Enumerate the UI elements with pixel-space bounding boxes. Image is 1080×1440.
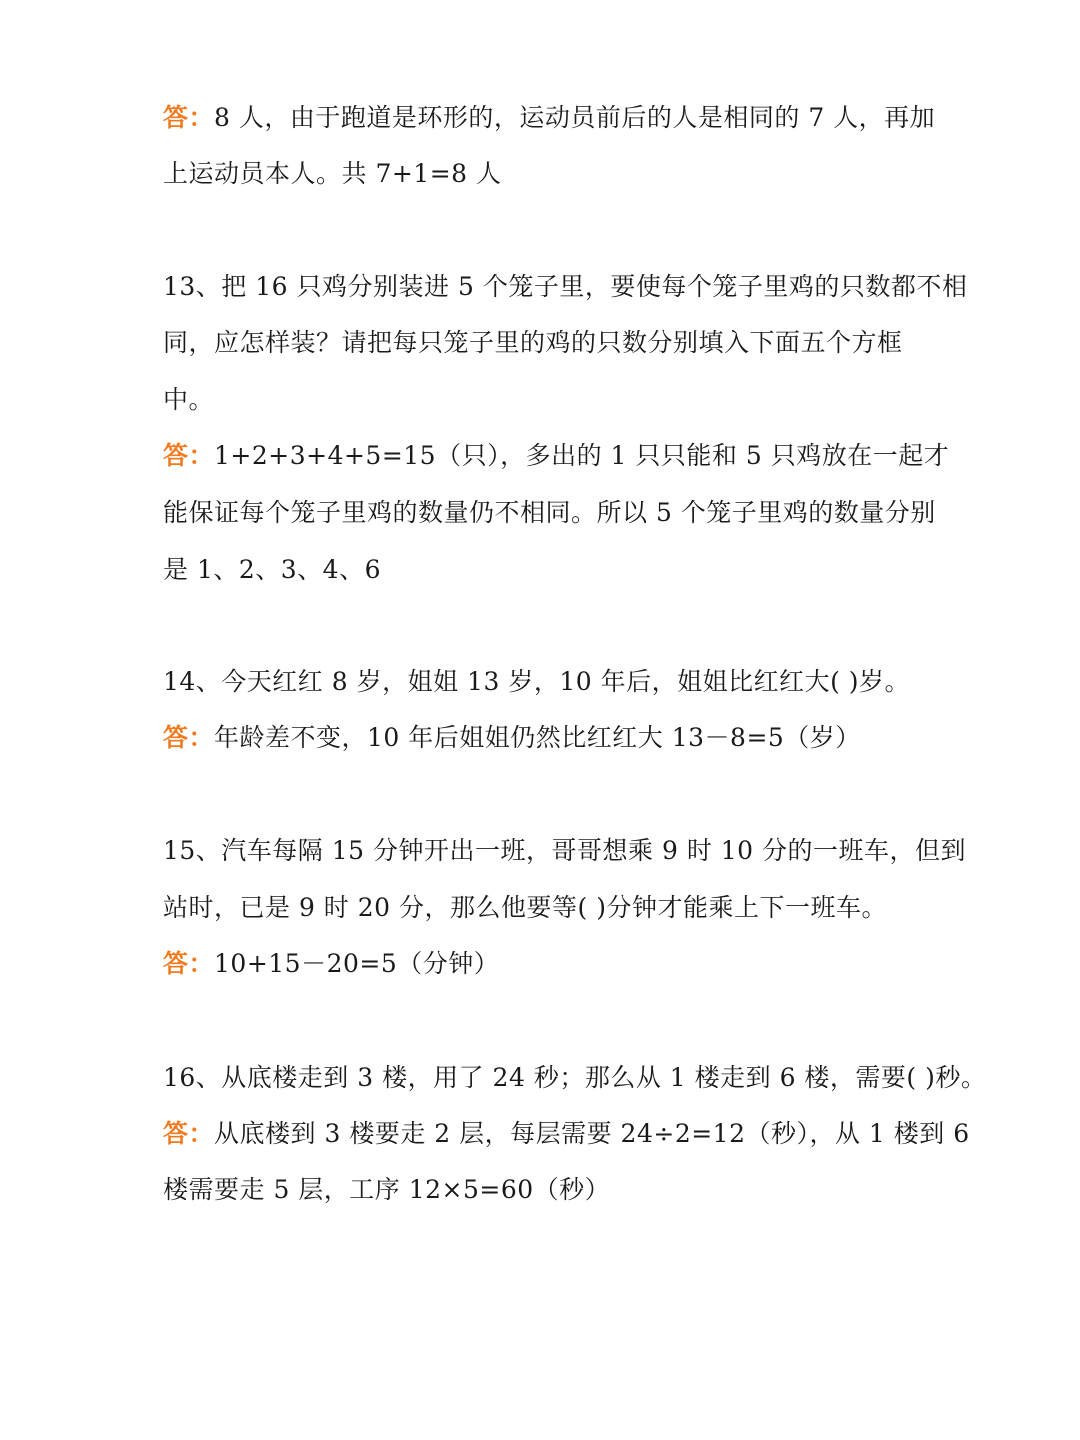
q12-answer-line-1 <box>163 102 935 134</box>
q13-answer-line-3 <box>163 554 381 586</box>
answer-text: 年龄差不变，10 年后姐姐仍然比红红大 13－8=5（岁） <box>214 723 861 752</box>
q13-question-line-3 <box>163 384 214 416</box>
q13-question-line-2 <box>163 327 903 359</box>
q15-question-line-2 <box>163 892 887 924</box>
q16-question-line-1 <box>163 1062 986 1094</box>
answer-label: 答： <box>163 441 215 470</box>
q16-answer-line-2 <box>163 1174 610 1206</box>
answer-text: 1+2+3+4+5=15（只），多出的 1 只只能和 5 只鸡放在一起才 <box>214 441 950 470</box>
question-text: 14、今天红红 8 岁，姐姐 13 岁，10 年后，姐姐比红红大( )岁。 <box>163 667 911 696</box>
answer-text: 是 1、2、3、4、6 <box>163 555 381 584</box>
q15-answer-line-1 <box>163 948 499 980</box>
answer-label: 答： <box>163 103 215 132</box>
question-text: 13、把 16 只鸡分别装进 5 个笼子里，要使每个笼子里鸡的只数都不相 <box>163 272 968 301</box>
q12-answer-line-2 <box>163 158 502 190</box>
question-text: 16、从底楼走到 3 楼，用了 24 秒；那么从 1 楼走到 6 楼，需要( )秒。 <box>163 1063 987 1092</box>
question-text: 15、汽车每隔 15 分钟开出一班，哥哥想乘 9 时 10 分的一班车，但到 <box>163 836 967 865</box>
question-text: 同，应怎样装？请把每只笼子里的鸡的只数分别填入下面五个方框 <box>163 328 903 357</box>
answer-text: 10+15－20=5（分钟） <box>214 949 500 978</box>
q15-question-line-1 <box>163 835 966 867</box>
question-text: 中。 <box>163 385 215 414</box>
q13-question-line-1 <box>163 271 967 303</box>
q14-answer-line-1 <box>163 722 861 754</box>
answer-label: 答： <box>163 949 215 978</box>
answer-label: 答： <box>163 723 215 752</box>
q13-answer-line-1 <box>163 440 949 472</box>
answer-text: 楼需要走 5 层，工序 12×5=60（秒） <box>163 1175 611 1204</box>
question-text: 站时，已是 9 时 20 分，那么他要等( )分钟才能乘上下一班车。 <box>163 893 887 922</box>
q14-question-line-1 <box>163 666 910 698</box>
answer-text: 能保证每个笼子里鸡的数量仍不相同。所以 5 个笼子里鸡的数量分别 <box>163 498 936 527</box>
answer-text: 8 人，由于跑道是环形的，运动员前后的人是相同的 7 人，再加 <box>214 103 936 132</box>
answer-text: 从底楼到 3 楼要走 2 层，每层需要 24÷2=12（秒），从 1 楼到 6 <box>214 1119 970 1148</box>
answer-text: 上运动员本人。共 7+1=8 人 <box>163 159 502 188</box>
q16-answer-line-1 <box>163 1118 970 1150</box>
answer-label: 答： <box>163 1119 215 1148</box>
q13-answer-line-2 <box>163 497 936 529</box>
